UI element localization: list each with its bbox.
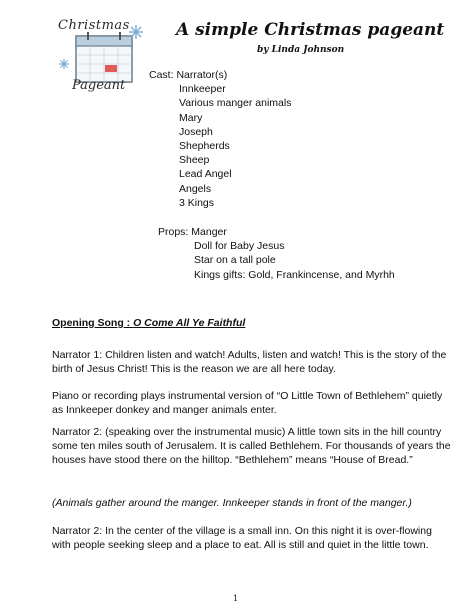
cast-item: Joseph [179, 125, 213, 138]
props-first-row [158, 225, 395, 239]
cast-label: Cast: [149, 69, 174, 81]
cast-item: Sheep [179, 154, 210, 167]
logo-bottom-word: Pageant [72, 78, 126, 93]
props-item: Star on a tall pole [194, 254, 276, 267]
opening-song-separator: : [123, 317, 134, 329]
script-paragraph: Narrator 1: Children listen and watch! Adults, listen and watch! This is the story of the birth of Jesus Christ! This is the reason we are all here today. [52, 349, 447, 375]
christmas-pageant-logo [54, 8, 150, 104]
props-item: Doll for Baby Jesus [194, 240, 285, 253]
cast-first-row [149, 68, 291, 82]
cast-item: Shepherds [179, 140, 230, 153]
opening-song-heading [52, 316, 452, 330]
cast-item: 3 Kings [179, 196, 215, 209]
page-number: 1 [233, 594, 239, 603]
cast-item: Angels [179, 182, 212, 195]
cast-item: Narrator(s) [176, 69, 228, 81]
script-paragraph: Piano or recording plays instrumental version of “O Little Town of Bethlehem” quietly as Innkeeper donkey and manger animals enter. [52, 390, 443, 416]
cast-item: Innkeeper [179, 83, 226, 96]
cast-item: Various manger animals [179, 97, 292, 110]
opening-song-name: O Come All Ye Faithful [133, 317, 246, 329]
script-paragraph: Narrator 2: In the center of the village is a small inn. On this night it is over-flowing with people seeking sleep and a place to eat. All is still and quiet in the little town. [52, 525, 432, 551]
cast-item: Mary [179, 111, 203, 124]
stage-direction: (Animals gather around the manger. Innkeeper stands in front of the manger.) [52, 497, 412, 509]
author-byline: by Linda Johnson [257, 45, 345, 55]
props-item: Kings gifts: Gold, Frankincense, and Myrhh [194, 268, 395, 281]
opening-song-label: Opening Song [52, 317, 124, 329]
props-label: Props: [158, 226, 189, 238]
page-title: A simple Christmas pageant [176, 20, 445, 40]
props-item: Manger [191, 226, 227, 238]
cast-item: Lead Angel [179, 168, 232, 181]
props-list [158, 225, 395, 282]
cast-list [149, 68, 291, 210]
script-paragraph: Narrator 2: (speaking over the instrumental music) A little town sits in the hill country some ten miles south of Jerusalem. It is called Bethlehem. For thousands of years the houses have stood there on the hilltop. “Bethlehem” means “House of Bread.” [52, 426, 451, 466]
logo-top-word: Christmas [58, 18, 130, 33]
